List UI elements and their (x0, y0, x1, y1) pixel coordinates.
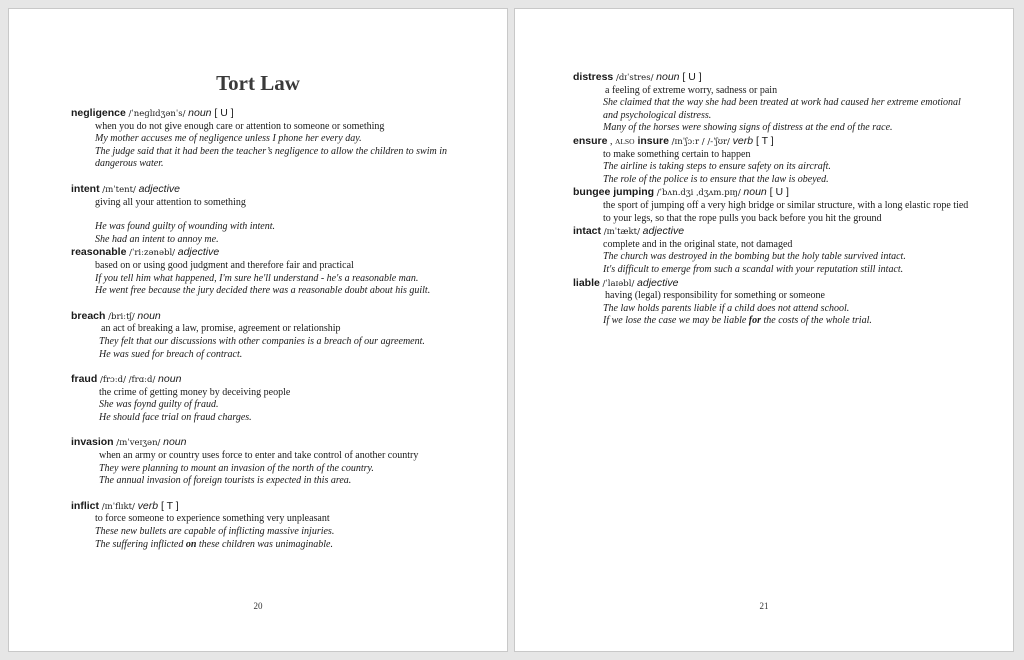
entry-reasonable (71, 246, 471, 297)
spacer (71, 298, 471, 310)
separator: , (607, 135, 615, 147)
part-of-speech: noun (656, 71, 680, 83)
example-text: If we lose the case we may be liable (603, 315, 749, 327)
spacer (71, 209, 471, 221)
glossary-column-left (71, 107, 471, 551)
entry-distress (573, 71, 978, 135)
pronunciation: /briːtʃ/ (105, 311, 138, 322)
example: She had an intent to annoy me. (95, 233, 219, 245)
example: The annual invasion of foreign tourists is expected in this area. (99, 475, 352, 487)
part-of-speech: adjective (637, 276, 679, 289)
definition: a feeling of extreme worry, sadness or pain (605, 84, 778, 96)
pronunciation: /ɪnˈveɪʒən/ (113, 438, 164, 449)
example: He went free because the jury decided there was a reasonable doubt about his guilt. (95, 285, 431, 297)
entry-intact (573, 225, 978, 276)
pronunciation: /dɪˈstres/ (613, 73, 657, 83)
part-of-speech: verb (137, 499, 159, 512)
part-of-speech: adjective (177, 246, 220, 259)
part-of-speech: adjective (642, 225, 685, 238)
example: The church was destroyed in the bombing but the holy table survived intact. (603, 251, 906, 263)
spacer (71, 361, 471, 373)
pronunciation: /ˈlaɪəbl/ (599, 278, 638, 289)
headword: reasonable (71, 246, 127, 259)
definition: complete and in the original state, not damaged (603, 238, 793, 250)
part-of-speech: noun (743, 186, 767, 199)
example: He should face trial on fraud charges. (99, 411, 252, 423)
spacer (71, 424, 471, 436)
definition: when an army or country uses force to enter and take control of another country (99, 450, 419, 462)
headword-line (71, 500, 471, 514)
headword-line (71, 373, 471, 387)
page-number: 20 (253, 601, 263, 611)
grammar-code: [ U ] (211, 107, 234, 119)
example: Many of the horses were showing signs of distress at the end of the race. (603, 122, 893, 134)
entry-bungee-jumping (573, 186, 978, 225)
example-text: The suffering inflicted (95, 538, 186, 550)
part-of-speech: noun (188, 107, 212, 119)
pronunciation: /ɪnˈtent/ (99, 184, 139, 195)
grammar-code: [ U ] (679, 71, 702, 83)
example (573, 315, 978, 328)
example: It's difficult to emerge from such a scandal with your reputation still intact. (603, 263, 904, 275)
entry-liable (573, 277, 978, 328)
example (71, 539, 471, 552)
example: The airline is taking steps to ensure safety on its aircraft. (603, 161, 831, 173)
entry-inflict (71, 500, 471, 551)
headword-line (573, 277, 978, 291)
example-emphasis: on (185, 538, 197, 550)
part-of-speech: noun (163, 436, 187, 449)
headword-line (71, 183, 471, 197)
headword: liable (573, 276, 600, 289)
headword-line (573, 71, 978, 85)
headword-line (71, 310, 471, 324)
headword: fraud (71, 373, 98, 386)
example-emphasis: for (748, 315, 762, 327)
definition: the crime of getting money by deceiving people (99, 386, 291, 398)
example: He was found guilty of wounding with intent. (95, 221, 275, 233)
headword: intact (573, 225, 602, 238)
headword-line (573, 186, 978, 200)
headword-line (71, 436, 471, 450)
entry-breach (71, 310, 471, 361)
entry-invasion (71, 436, 471, 487)
example-text: the costs of the whole trial. (761, 315, 872, 327)
example: He was sued for breach of contract. (99, 348, 243, 360)
entry-negligence (71, 107, 471, 171)
entry-ensure (573, 135, 978, 186)
headword-line (573, 135, 978, 149)
example: She claimed that the way she had been treated at work had caused her extreme emotional and psychological distress. (603, 97, 961, 121)
pronunciation: /frɔːd/ /frɑːd/ (97, 375, 159, 386)
grammar-code: [ U ] (766, 186, 789, 199)
headword: ensure (573, 134, 608, 147)
pronunciation: /ˈriːzənəbl/ (126, 248, 178, 259)
example: The law holds parents liable if a child does not attend school. (603, 302, 850, 314)
example: The role of the police is to ensure that the law is obeyed. (603, 173, 829, 185)
headword: distress (573, 71, 614, 83)
page-number: 21 (759, 601, 769, 611)
example: These new bullets are capable of inflicting massive injuries. (95, 526, 335, 538)
example: The judge said that it had been the teacher’s negligence to allow the children to swim in dangerous water. (95, 145, 447, 170)
pronunciation: /ɪnˈʃɔːr / /-ˈʃʊr/ (668, 136, 733, 147)
headword: inflict (71, 499, 99, 512)
headword-variant: insure (634, 134, 669, 147)
pronunciation: /ɪnˈtækt/ (601, 227, 643, 238)
part-of-speech: verb (732, 134, 754, 147)
grammar-code: [ T ] (158, 499, 179, 512)
definition: having (legal) responsibility for something or someone (605, 290, 825, 302)
entry-intent (71, 183, 471, 246)
headword: negligence (71, 107, 126, 119)
definition: to make something certain to happen (603, 148, 751, 160)
example: She was foynd guilty of fraud. (99, 399, 219, 411)
example: If you tell him what happened, I'm sure he'll understand - he's a reasonable man. (95, 272, 419, 284)
page-21 (514, 8, 1014, 652)
headword-line (71, 107, 471, 121)
part-of-speech: noun (137, 309, 161, 322)
definition: when you do not give enough care or attention to someone or something (95, 120, 385, 132)
page-20 (8, 8, 508, 652)
entry-fraud (71, 373, 471, 424)
definition: the sport of jumping off a very high bridge or similar structure, with a long elastic rope tied to your legs, so that the rope pulls you back before you hit the ground (603, 199, 969, 224)
headword-line (71, 246, 471, 260)
definition: based on or using good judgment and therefore fair and practical (95, 259, 354, 271)
example-text: these children was unimaginable. (196, 538, 333, 550)
part-of-speech: adjective (138, 182, 181, 195)
pronunciation: /ˈbʌn.dʒi ˌdʒʌm.pɪŋ/ (654, 188, 744, 199)
grammar-code: [ T ] (753, 134, 774, 147)
example: They were planning to mount an invasion of the north of the country. (99, 462, 374, 474)
headword-line (573, 225, 978, 239)
headword: intent (71, 182, 100, 195)
pronunciation: /ˈneɡlɪdʒənˈs/ (125, 109, 189, 119)
part-of-speech: noun (158, 373, 182, 386)
headword: bungee jumping (573, 186, 655, 199)
definition: an act of breaking a law, promise, agreement or relationship (101, 323, 341, 335)
headword: invasion (71, 436, 114, 449)
example: My mother accuses me of negligence unless I phone her every day. (95, 133, 362, 145)
spacer (71, 171, 471, 183)
pronunciation: /ɪnˈflɪkt/ (99, 501, 138, 512)
definition: giving all your attention to something (95, 196, 246, 208)
example: They felt that our discussions with other companies is a breach of our agreement. (99, 335, 425, 347)
definition: to force someone to experience something very unpleasant (95, 513, 330, 525)
page-title: Tort Law (216, 71, 300, 95)
spacer (71, 488, 471, 500)
glossary-column-right (573, 71, 978, 328)
headword: breach (71, 309, 106, 322)
also-label: ALSO (614, 136, 635, 146)
